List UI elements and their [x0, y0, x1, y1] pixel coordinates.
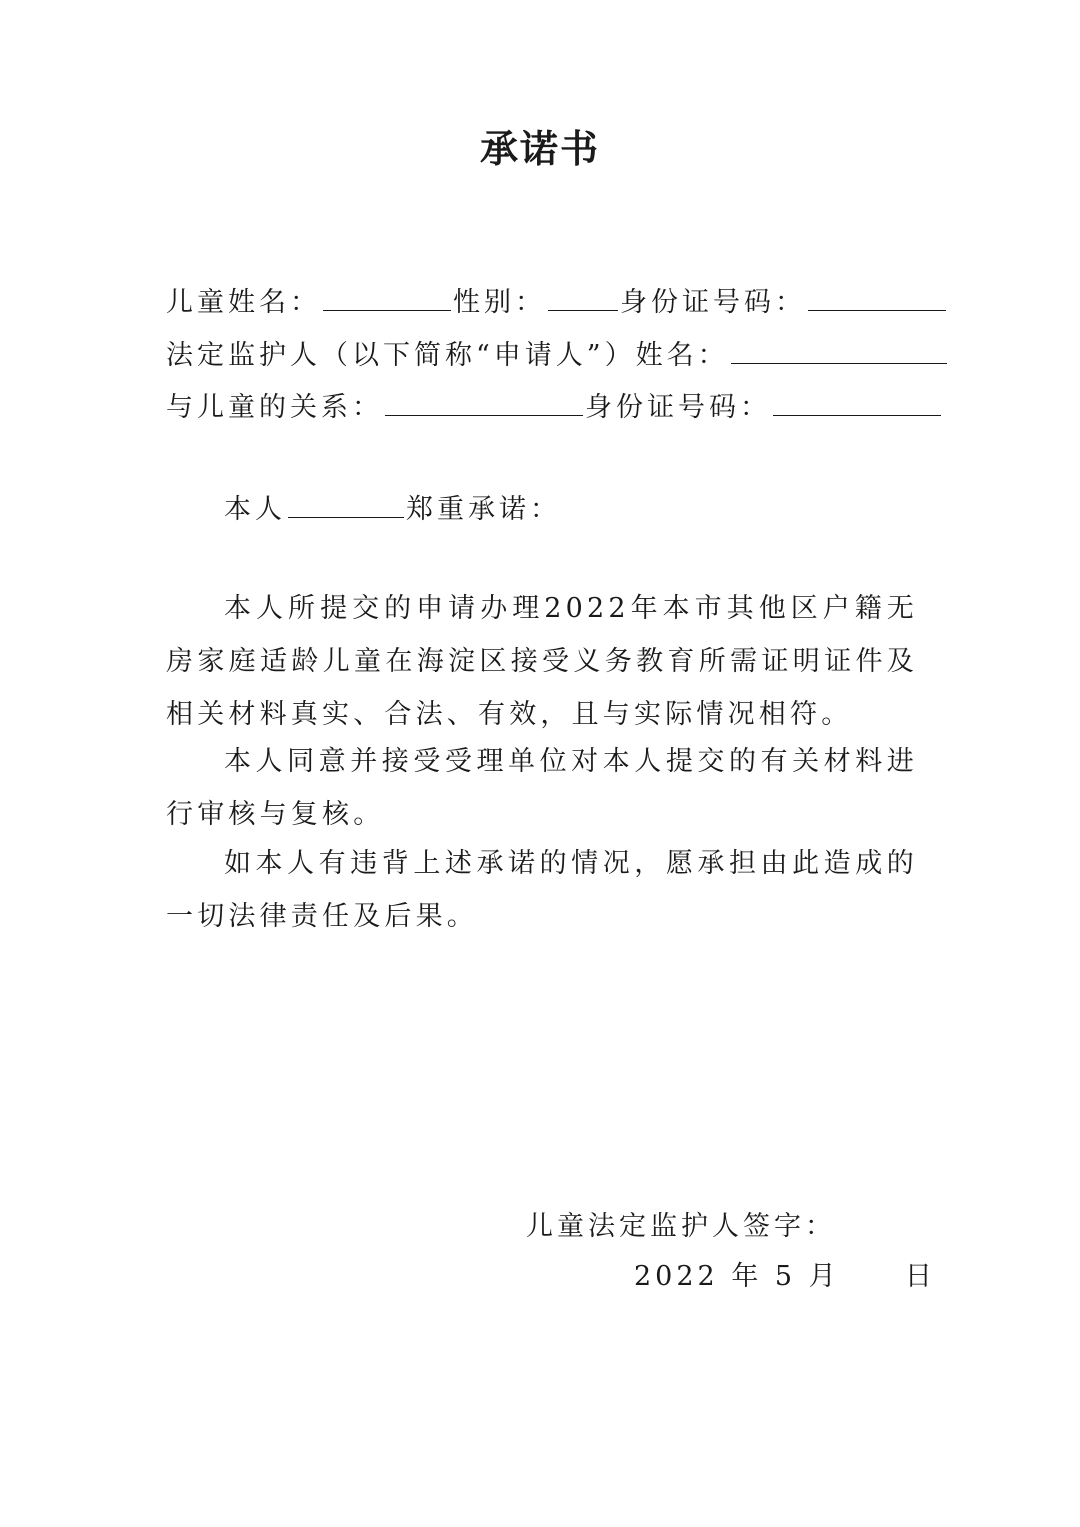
paragraph-1: 本人所提交的申请办理2022年本市其他区户籍无房家庭适龄儿童在海淀区接受义务教育所需证明证件及相关材料真实、合法、有效，且与实际情况相符。 — [166, 593, 918, 730]
date-day-unit: 日 — [904, 1261, 936, 1292]
gender-label: 性别： — [453, 287, 546, 318]
pledge-line — [224, 491, 976, 528]
guardian-id-blank[interactable] — [773, 389, 941, 416]
paragraph-2: 本人同意并接受受理单位对本人提交的有关材料进行审核与复核。 — [166, 746, 918, 830]
paragraph-3: 如本人有违背上述承诺的情况，愿承担由此造成的一切法律责任及后果。 — [166, 848, 918, 932]
guardian-id-label: 身份证号码： — [585, 392, 771, 423]
pledge-name-blank[interactable] — [288, 491, 404, 518]
date-month: 5 — [774, 1261, 797, 1292]
guardian-name-label: 法定监护人（以下简称“申请人”）姓名： — [166, 340, 729, 371]
child-id-label: 身份证号码： — [620, 287, 806, 318]
child-name-blank[interactable] — [323, 284, 451, 311]
child-id-blank[interactable] — [808, 284, 946, 311]
child-name-label: 儿童姓名： — [166, 287, 321, 318]
gender-blank[interactable] — [548, 284, 618, 311]
pledge-suffix: 郑重承诺： — [406, 494, 561, 525]
child-info-line — [166, 284, 918, 321]
pledge-prefix: 本人 — [224, 494, 286, 525]
guardian-name-blank[interactable] — [731, 337, 947, 364]
date-month-unit: 月 — [808, 1261, 840, 1292]
guardian-info-line — [166, 337, 918, 374]
signature-date — [634, 1254, 936, 1293]
document-title: 承诺书 — [479, 126, 600, 171]
signature-label: 儿童法定监护人签字： — [526, 1211, 836, 1242]
relation-label: 与儿童的关系： — [166, 392, 383, 423]
relation-info-line — [166, 389, 918, 426]
date-year: 2022 — [634, 1261, 719, 1292]
relation-blank[interactable] — [385, 389, 583, 416]
date-year-unit: 年 — [731, 1261, 763, 1292]
